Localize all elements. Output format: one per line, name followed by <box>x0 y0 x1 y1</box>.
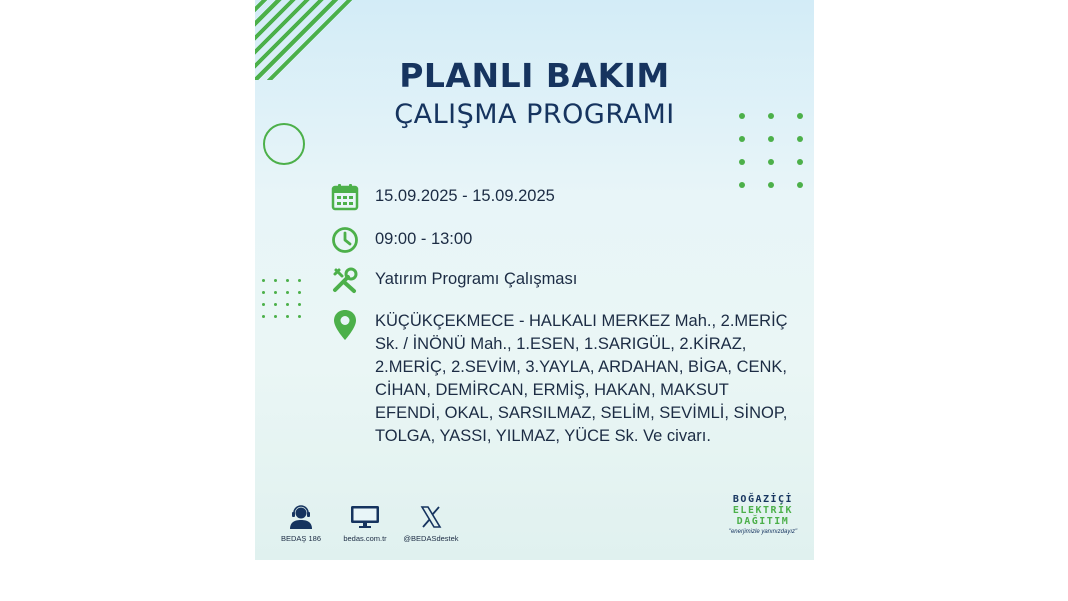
calendar-icon <box>331 183 359 211</box>
logo-line-1: BOĞAZİÇİ <box>732 494 794 505</box>
page-title: PLANLI BAKIM <box>399 56 670 95</box>
work-type-row <box>331 266 577 294</box>
date-row <box>331 183 555 211</box>
logo-line-2: ELEKTRİK <box>732 505 794 516</box>
phone-label: BEDAŞ 186 <box>280 534 322 543</box>
footer-x[interactable] <box>401 505 461 543</box>
monitor-icon <box>350 505 380 529</box>
location-row <box>331 308 795 448</box>
website-label: bedas.com.tr <box>343 534 387 543</box>
date-range-text: 15.09.2025 - 15.09.2025 <box>375 187 555 205</box>
decorative-dot-grid-left <box>262 279 310 327</box>
logo-line-3: DAĞITIM <box>736 516 790 527</box>
x-logo-icon <box>419 505 443 529</box>
clock-icon <box>331 226 359 254</box>
x-label: @BEDASdestek <box>403 534 459 543</box>
time-range-text: 09:00 - 13:00 <box>375 230 473 248</box>
location-text: KÜÇÜKÇEKMECE - HALKALI MERKEZ Mah., 2.MERİÇ Sk. / İNÖNÜ Mah., 1.ESEN, 1.SARIGÜL, 2.KİRAZ, 2.MERİÇ, 2.SEVİM, 3.YAYLA, ARDAHAN, BİGA, CENK, CİHAN, DEMİRCAN, ERMİŞ, HAKAN, MAKSUT EFENDİ, OKAL, SARSILMAZ, SELİM, SEVİMLİ, SİNOP, TOLGA, YASSI, YILMAZ, YÜCE Sk. Ve civarı. <box>375 312 788 445</box>
work-type-text: Yatırım Programı Çalışması <box>375 270 578 288</box>
time-row <box>331 226 472 254</box>
logo-tagline: "enerjimizle yanınızdayız" <box>728 529 798 535</box>
bogazici-logo <box>718 494 808 535</box>
map-pin-icon <box>331 308 359 342</box>
page-subtitle: ÇALIŞMA PROGRAMI <box>394 99 675 130</box>
footer-phone[interactable] <box>271 505 331 543</box>
footer-website[interactable] <box>335 505 395 543</box>
headset-agent-icon <box>288 505 314 529</box>
tools-icon <box>331 266 359 294</box>
maintenance-card <box>255 0 814 560</box>
